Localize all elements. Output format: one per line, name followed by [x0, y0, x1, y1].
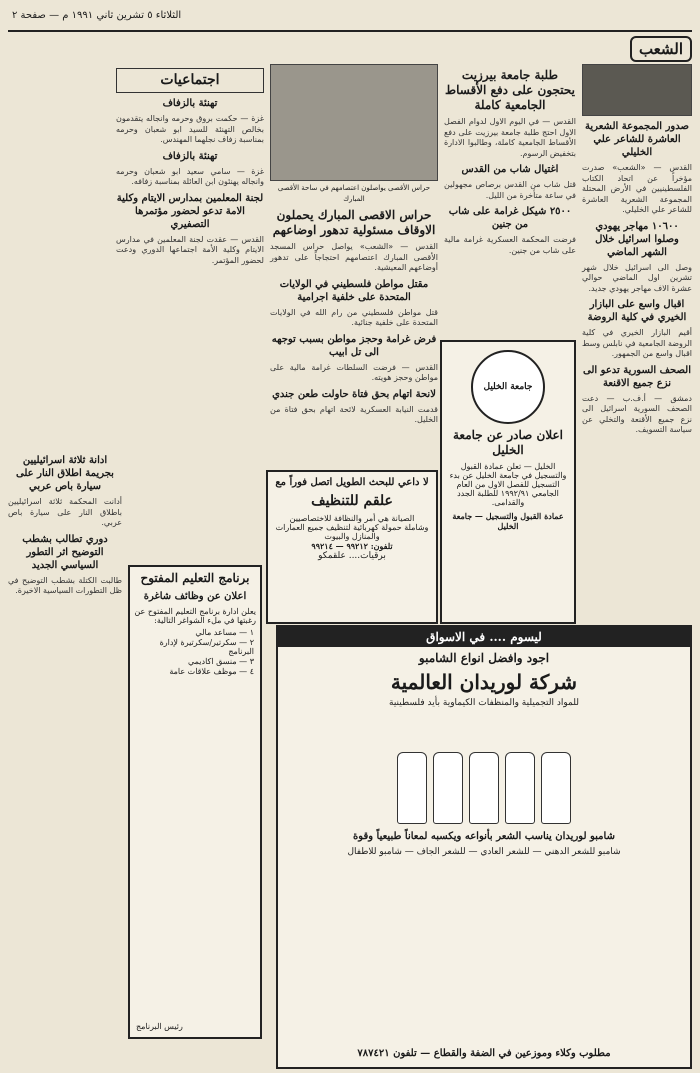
wedding-title-1: تهنئة بالزفاف [162, 98, 218, 109]
lauredan-company: شركة لوريدان العالمية [390, 670, 578, 694]
open-ed-text: يعلن ادارة برنامج التعليم المفتوح عن رغبتها في ملء الشواغر التالية: [134, 607, 256, 625]
headline-durra: دوري تطالب بشطب التوضيح اثر التطور السياسي الجديد [22, 533, 108, 571]
article-teachers: القدس — عقدت لجنة المعلمين في مدارس الايتام وكلية الأمة اجتماعها الدوري ودعت لحضور المؤتمر. [116, 234, 264, 265]
hebron-ad-text: الخليل — تعلن عمادة القبول والتسجيل في جامعة الخليل عن بدء التسجيل للفصل الاول من العام الجامعي ١٩٩٢/٩١ للطلبة الجدد والقدامى. [449, 462, 567, 507]
headline-bazaar: اقبال واسع على البازار الخيري في كلية الروضة [587, 299, 687, 323]
page-header [8, 4, 692, 32]
open-ed-sign: رئيس البرنامج [136, 1022, 183, 1031]
column-3 [270, 64, 438, 424]
open-ed-item: ٣ — منسق اكاديمي [188, 657, 254, 666]
article-bazaar: أقيم البازار الخيري في كلية الروضة الجامعية في نابلس وسط اقبال واسع من الجمهور. [582, 328, 692, 358]
hebron-university-ad [440, 340, 576, 624]
headline-assassination: اغتيال شاب من القدس [461, 164, 559, 175]
open-ed-list [130, 625, 260, 679]
wedding-text-2: غزة — سامي سعيد ابو شعبان وحرمه وانجاله يهنئون ابن العائلة بمناسبة زفافه. [116, 166, 264, 186]
open-ed-item: ٢ — سكرتير/سكرتيرة لإدارة البرنامج [159, 638, 254, 656]
cleaning-ad-text: وشاملة حمولة كهربائية لتنظيف جميع العمارات والمنازل والبيوت [275, 523, 429, 541]
column-5 [8, 450, 122, 1063]
article-durra: طالبت الكتلة بشطب التوضيح في ظل التطورات السياسية الاخيرة. [8, 575, 122, 595]
cleaning-ad-phone: تلفون: ٩٩٢١٢ — ٩٩٢١٤ [311, 541, 393, 551]
article-telaviv: القدس — فرضت السلطات غرامة مالية على مواطن وحجز هويته. [270, 362, 438, 382]
open-ed-subtitle: اعلان عن وظائف شاغرة [143, 591, 247, 602]
headline-syrian-press: الصحف السورية تدعو الى نزع جميع الاقنعة [583, 364, 691, 389]
open-education-ad [128, 565, 262, 1039]
article-assassination: قتل شاب من القدس برصاص مجهولين في ساعة متأخرة من الليل. [444, 180, 576, 200]
headline-teachers: لجنة المعلمين بمدارس الايتام وكلية الامة تدعو لحضور مؤتمرها التصفيري [116, 192, 264, 230]
aqsa-guards-photo [270, 64, 438, 181]
lauredan-headline: ليسوم .... في الاسواق [278, 627, 690, 647]
cleaning-ad-sign: برقيات.... علقمكو [318, 551, 386, 561]
lauredan-bottom: شامبو لوريدان يناسب الشعر بأنواعه ويكسبه لمعاناً طبيعياً وقوة [353, 831, 615, 842]
article-murder-us: قتل مواطن فلسطيني من رام الله في الولايات المتحدة على خلفية جنائية. [270, 307, 438, 327]
shampoo-bottles [278, 714, 690, 824]
open-ed-title: برنامج التعليم المفتوح [140, 571, 250, 585]
headline-murder-us: مقتل مواطن فلسطيني في الولايات المتحدة على خلفية اجرامية [279, 278, 429, 303]
photo-caption: حراس الأقصى يواصلون اعتصامهم في ساحة الأقصى المبارك [277, 184, 431, 203]
article-immigrants: وصل الى اسرائيل خلال شهر تشرين اول الماضي حوالي عشرة الاف مهاجر يهودي جديد. [582, 262, 692, 293]
bottle-icon [433, 752, 463, 824]
lauredan-sub: للمواد التجميلية والمنظفات الكيماوية بأيد فلسطينية [389, 698, 579, 708]
article-poetry: القدس — «الشعب» صدرت مؤخراً عن اتحاد الكتاب الفلسطينيين في الأرض المحتلة المجموعة الشعرية العاشرة للشاعر علي الخليلي. [582, 163, 692, 214]
bottle-icon [397, 752, 427, 824]
bottle-icon [541, 752, 571, 824]
article-aqsa: القدس — «الشعب» يواصل حراس المسجد الأقصى المبارك اعتصامهم احتجاجاً على تدهور أوضاعهم المعيشية. [270, 242, 438, 272]
cleaning-ad-slogan: الصيانة هي أمر والنظافة للاختصاصيين [289, 514, 415, 523]
poet-photo [582, 64, 692, 116]
university-logo: جامعة الخليل [471, 350, 545, 424]
headline-fine: ٢٥٠٠ شيكل غرامة على شاب من جنين [448, 206, 572, 230]
open-ed-item: ٤ — موظف علاقات عامة [169, 667, 254, 676]
wedding-title-2: تهنئة بالزفاف [162, 150, 218, 162]
hebron-ad-sign: عمادة القبول والتسجيل — جامعة الخليل [452, 511, 564, 531]
headline-aqsa: حراس الاقصى المبارك يحملون الاوقاف مسئولية تدهور اوضاعهم [272, 208, 436, 237]
lauredan-shampoo-ad [276, 625, 692, 1069]
lauredan-tagline: اجود وافضل انواع الشامبو [418, 651, 550, 665]
column-2 [444, 64, 576, 334]
headline-poetry: صدور المجموعة الشعرية العاشرة للشاعر علي الخليلي [585, 121, 689, 158]
bottle-icon [505, 752, 535, 824]
column-4 [116, 64, 264, 444]
masthead-logo: الشعب [630, 36, 692, 62]
page-date: الثلاثاء ٥ تشرين ثاني ١٩٩١ م — صفحة ٢ [12, 10, 182, 21]
headline-telaviv: فرض غرامة وحجز مواطن بسبب توجهه الى تل ابيب [271, 333, 437, 358]
wedding-text-1: غزة — حكمت بروق وحرمه وانجاله يتقدمون بخالص التهنئة للسيد ابو شعبان وحرمه بمناسبة زفاف نجلهما المهندس. [116, 114, 264, 144]
open-ed-item: ١ — مساعد مالي [195, 628, 254, 637]
article-stabbing: قدمت النيابة العسكرية لائحة اتهام بحق فتاة من الخليل. [270, 404, 438, 424]
hebron-ad-title: اعلان صادر عن جامعة الخليل [452, 428, 563, 457]
cleaning-ad-company: علقم للتنظيف [311, 493, 393, 509]
headline-stabbing: لانحة اتهام بحق فتاة حاولت طعن جندي [272, 388, 436, 400]
headline-birzeit: طلبة جامعة بيرزيت يحتجون على دفع الأقساط الجامعية كاملة [445, 68, 575, 112]
cleaning-ad-title: لا داعي للبحث الطويل اتصل فوراً مع [275, 477, 429, 488]
cleaning-ad [266, 470, 438, 624]
lauredan-products: شامبو للشعر الدهني — للشعر العادي — للشعر الجاف — شامبو للاطفال [347, 847, 621, 857]
article-syrian-press: دمشق — أ.ف.ب — دعت الصحف السورية اسرائيل الى نزع جميع الأقنعة والتخلي عن سياسة التسويف. [582, 393, 692, 434]
headline-immigrants: ١٠٦٠٠ مهاجر يهودي وصلوا اسرائيل خلال الشهر الماضي [595, 220, 679, 258]
lauredan-phone: مطلوب وكلاء وموزعين في الضفة والقطاع — تلفون ٧٨٧٤٢١ [357, 1048, 611, 1059]
article-fine: فرضت المحكمة العسكرية غرامة مالية على شاب من جنين. [444, 235, 576, 255]
socials-title: اجتماعيات [116, 68, 264, 93]
bottle-icon [469, 752, 499, 824]
article-birzeit: القدس — في اليوم الاول لدوام الفصل الاول احتج طلبة جامعة بيرزيت على دفع الأقساط الجامعية كاملة، وطالبوا الادارة بتخفيض الرسوم. [444, 117, 576, 158]
article-conviction: أدانت المحكمة ثلاثة اسرائيليين باطلاق النار على سيارة باص عربي. [8, 497, 122, 527]
headline-conviction: ادانة ثلاثة اسرائيليين بجريمة اطلاق النار على سيارة باص عربي [16, 455, 114, 492]
